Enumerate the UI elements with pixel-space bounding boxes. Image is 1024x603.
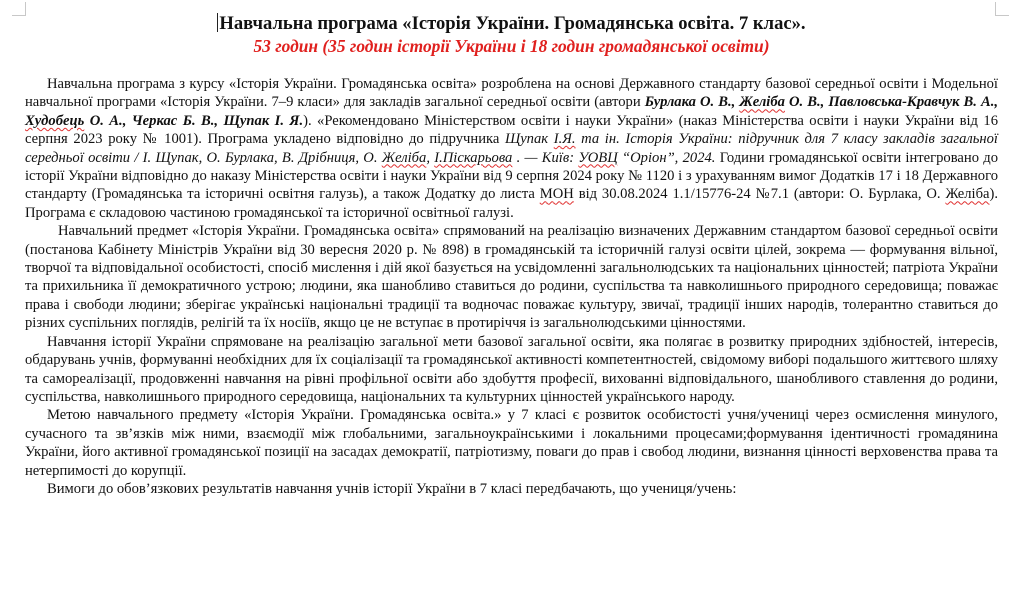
spellcheck-word[interactable]: Желіба [381, 149, 427, 166]
text-run: . — Київ: [512, 149, 579, 166]
text-run: О. В., Павловська-Кравчук В. А., [784, 94, 998, 111]
text-run: “Оріон”, 2024. [617, 149, 716, 166]
spellcheck-word[interactable]: Худобець [25, 112, 85, 129]
spellcheck-word[interactable]: УОВЦ [578, 149, 618, 166]
spellcheck-word[interactable]: МОН [539, 186, 574, 203]
text-run: Щупак [504, 131, 554, 148]
text-run: ). «Рекомендовано Міністерством освіти і науки України» (наказ Міністерства освіти і науки України від 16 серпня 2023 року № 1001). Програма укладено відповідно до підручника [25, 112, 998, 148]
document-title [25, 13, 998, 35]
text-run: та ін. Історія України: підручник для 7 класу закладів загальної середньої освіти / І. Щупак, О. Бурлака, В. Дрібниця, О. [25, 131, 998, 166]
paragraph-course-aim: Метою навчального предмету «Історія України. Громадянська освіта.» у 7 класі є розвиток особистості учня/учениці через осмислення минулого, сучасного та зв’язків між ними, взаємодії між глобальними, загальноукраїнськими і локальними процесами;формування ідентичності громадянина України, його активної громадянської позиції на засадах демократії, патріотизму, поваги до прав і свобод людини, визнання цінності верховенства права та нетерпимості до корупції. [25, 407, 998, 479]
text-run: від 30.08.2024 1.1/15776-24 №7.1 (автори: О. Бурлака, О. [573, 186, 946, 203]
document-title-text: Навчальна програма «Історія України. Громадянська освіта. 7 клас». [219, 13, 806, 34]
paragraph-subject-goals: Навчальний предмет «Історія України. Громадянська освіта» спрямований на реалізацію визначених Державним стандартом базової середньої освіти (постанова Кабінету Міністрів України від 30 вересня 2020 р. № 898) в громадянській та історичній галузі освіти цілей, зокрема — формування вільної, творчої та відповідальної особистості, спосіб мислення і дій якої базується на усвідомленні загальнолюдських та національних цінностей; патріота України та прихильника її демократичного устрою; людини, яка шанобливо ставиться до родини, суспільства та навколишнього природного середовища; поважає права і свободи людини; зберігає українські національні традиції та водночас поважає культуру, звичаї, традиції інших народів, толерантно ставиться до різних суспільних поглядів, релігій та їх носіїв, якщо це не вступає в протиріччя із загальнолюдськими цінностями. [25, 223, 998, 332]
crop-mark-top-left [12, 2, 26, 16]
spellcheck-word[interactable]: Желіба [739, 94, 785, 111]
paragraph-history-education: Навчання історії України спрямоване на реалізацію загальної мети базової загальної освіти, яка полягає в розвитку природних здібностей, інтересів, обдарувань учнів, формуванні необхідних для їх соціалізації та громадянської активності компетентностей, свідомому виборі подальшого життєвого шляху та самореалізації, продовженні навчання на рівні профільної освіти або здобуття професії, вихованні відповідального, шанобливого ставлення до родини, суспільства, навколишнього природного середовища, національних та культурних цінностей українського народу. [25, 333, 998, 405]
text-run: Години громадянської освіти інтегровано до історії України відповідно до наказу Міністерства освіти і науки України від 9 серпня 2024 року № 1120 і з урахуванням вимог Додатків 17 і 18 Державного стандарту (Громадянська та історичні освітня галузь), а також Додатку до листа [25, 149, 998, 203]
text-run: , [426, 149, 435, 166]
document-subtitle: 53 годин (35 годин історії України і 18 годин громадянської освіти) [253, 36, 770, 56]
spellcheck-word[interactable]: Желіба [945, 186, 990, 203]
spellcheck-word[interactable]: І.Піскарьова [434, 149, 513, 166]
text-run: Навчальна програма з курсу «Історія України. Громадянська освіта» розроблена на основі Державного стандарту базової середньої освіти і Модельної навчальної програми «Історія України. 7–9 класи» для закладів загальної середньої освіти (автори [25, 76, 998, 111]
text-run: О. А., Черкас Б. В., Щупак І. Я. [84, 112, 304, 129]
text-run: Бурлака О. В., [644, 94, 740, 111]
paragraph-requirements: Вимоги до обов’язкових результатів навчання учнів історії України в 7 класі передбачають, що учениця/учень: [47, 480, 737, 497]
spellcheck-word[interactable]: І.Я. [553, 131, 576, 148]
text-run: ). Програма є складовою частиною громадянської та історичної освітньої галузі. [25, 186, 999, 221]
document-page[interactable] [25, 13, 998, 498]
paragraph-intro [25, 75, 998, 222]
